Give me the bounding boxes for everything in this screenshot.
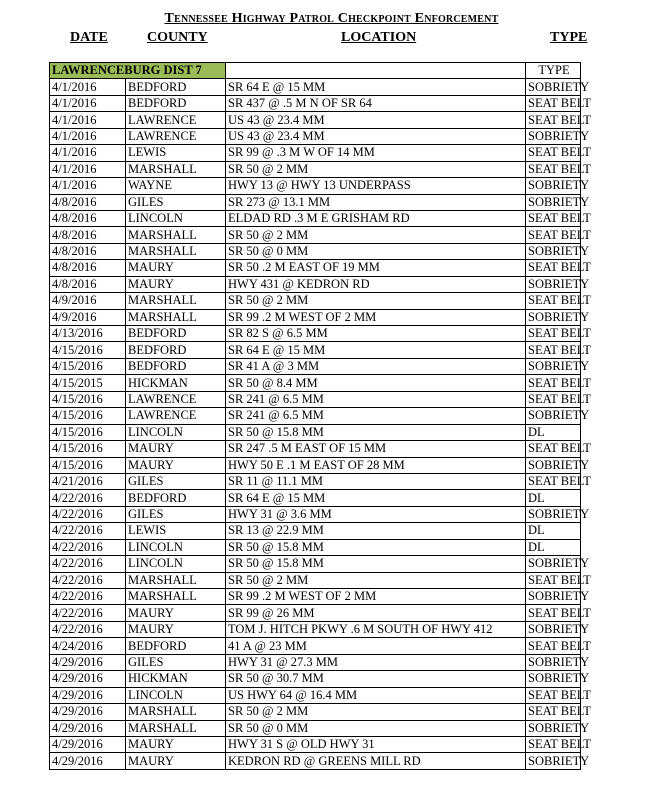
table-row [50, 736, 581, 752]
table-row [50, 178, 581, 194]
cell-location: SR 50 @ 2 MM [226, 161, 526, 177]
cell-type: SEAT BELT [526, 572, 581, 588]
cell-location: HWY 31 S @ OLD HWY 31 [226, 736, 526, 752]
cell-location: HWY 31 @ 27.3 MM [226, 654, 526, 670]
table-row [50, 671, 581, 687]
cell-date: 4/22/2016 [50, 523, 126, 539]
cell-type: SOBRIETY [526, 276, 581, 292]
cell-type: SOBRIETY [526, 671, 581, 687]
cell-type: SOBRIETY [526, 79, 581, 95]
cell-date: 4/8/2016 [50, 276, 126, 292]
cell-location: SR 241 @ 6.5 MM [226, 408, 526, 424]
cell-county: LINCOLN [126, 687, 226, 703]
cell-date: 4/1/2016 [50, 112, 126, 128]
cell-location: SR 99 @ .3 M W OF 14 MM [226, 145, 526, 161]
cell-date: 4/29/2016 [50, 704, 126, 720]
table-row [50, 243, 581, 259]
cell-date: 4/1/2016 [50, 95, 126, 111]
cell-county: HICKMAN [126, 671, 226, 687]
cell-date: 4/9/2016 [50, 309, 126, 325]
cell-county: MARSHALL [126, 309, 226, 325]
cell-county: BEDFORD [126, 358, 226, 374]
district-name: LAWRENCEBURG DIST 7 [50, 63, 226, 79]
cell-location: SR 50 @ 30.7 MM [226, 671, 526, 687]
cell-type: SEAT BELT [526, 145, 581, 161]
cell-date: 4/29/2016 [50, 753, 126, 769]
table-row [50, 342, 581, 358]
cell-location: SR 50 @ 2 MM [226, 572, 526, 588]
table-row [50, 506, 581, 522]
cell-date: 4/22/2016 [50, 556, 126, 572]
cell-date: 4/22/2016 [50, 506, 126, 522]
cell-date: 4/15/2016 [50, 457, 126, 473]
table-row [50, 194, 581, 210]
cell-county: LINCOLN [126, 424, 226, 440]
table-row [50, 490, 581, 506]
cell-type: SOBRIETY [526, 506, 581, 522]
cell-location: SR 50 @ 8.4 MM [226, 375, 526, 391]
cell-location: ELDAD RD .3 M E GRISHAM RD [226, 210, 526, 226]
cell-county: BEDFORD [126, 490, 226, 506]
cell-location: SR 50 @ 2 MM [226, 227, 526, 243]
cell-location: 41 A @ 23 MM [226, 638, 526, 654]
district-location-blank [226, 63, 526, 79]
cell-date: 4/15/2015 [50, 375, 126, 391]
cell-location: SR 64 E @ 15 MM [226, 342, 526, 358]
cell-type: DL [526, 523, 581, 539]
checkpoint-table-body [50, 63, 591, 770]
cell-type: SEAT BELT [526, 293, 581, 309]
cell-county: MARSHALL [126, 589, 226, 605]
table-row [50, 210, 581, 226]
cell-date: 4/24/2016 [50, 638, 126, 654]
cell-location: HWY 431 @ KEDRON RD [226, 276, 526, 292]
table-row [50, 539, 581, 555]
cell-county: BEDFORD [126, 95, 226, 111]
cell-date: 4/29/2016 [50, 720, 126, 736]
cell-date: 4/15/2016 [50, 342, 126, 358]
table-row [50, 326, 581, 342]
cell-county: MAURY [126, 457, 226, 473]
table-row [50, 260, 581, 276]
cell-type: SEAT BELT [526, 210, 581, 226]
cell-type: SOBRIETY [526, 178, 581, 194]
cell-county: BEDFORD [126, 79, 226, 95]
table-row [50, 556, 581, 572]
cell-type: SOBRIETY [526, 128, 581, 144]
cell-type: SEAT BELT [526, 161, 581, 177]
cell-date: 4/8/2016 [50, 260, 126, 276]
cell-location: SR 82 S @ 6.5 MM [226, 326, 526, 342]
column-header-county: COUNTY [147, 30, 208, 45]
cell-date: 4/8/2016 [50, 210, 126, 226]
cell-county: BEDFORD [126, 342, 226, 358]
cell-location: KEDRON RD @ GREENS MILL RD [226, 753, 526, 769]
table-row [50, 79, 581, 95]
checkpoint-table [49, 62, 591, 770]
cell-date: 4/8/2016 [50, 243, 126, 259]
cell-date: 4/9/2016 [50, 293, 126, 309]
cell-type: SOBRIETY [526, 194, 581, 210]
cell-type: SOBRIETY [526, 654, 581, 670]
cell-date: 4/22/2016 [50, 490, 126, 506]
cell-date: 4/29/2016 [50, 671, 126, 687]
page-title: Tennessee Highway Patrol Checkpoint Enforcement [164, 11, 499, 26]
cell-date: 4/8/2016 [50, 194, 126, 210]
cell-type: SEAT BELT [526, 473, 581, 489]
cell-location: HWY 31 @ 3.6 MM [226, 506, 526, 522]
cell-type: SOBRIETY [526, 621, 581, 637]
cell-type: SEAT BELT [526, 687, 581, 703]
table-row [50, 704, 581, 720]
cell-county: LEWIS [126, 523, 226, 539]
cell-location: US 43 @ 23.4 MM [226, 128, 526, 144]
cell-date: 4/15/2016 [50, 391, 126, 407]
cell-county: HICKMAN [126, 375, 226, 391]
cell-location: SR 437 @ .5 M N OF SR 64 [226, 95, 526, 111]
cell-county: GILES [126, 194, 226, 210]
cell-location: SR 99 .2 M WEST OF 2 MM [226, 589, 526, 605]
cell-type: DL [526, 490, 581, 506]
cell-location: HWY 13 @ HWY 13 UNDERPASS [226, 178, 526, 194]
cell-type: SOBRIETY [526, 753, 581, 769]
cell-type: SEAT BELT [526, 704, 581, 720]
cell-type: SEAT BELT [526, 112, 581, 128]
cell-county: LINCOLN [126, 210, 226, 226]
cell-type: SOBRIETY [526, 457, 581, 473]
cell-county: MARSHALL [126, 572, 226, 588]
cell-county: MAURY [126, 260, 226, 276]
cell-county: MARSHALL [126, 243, 226, 259]
cell-date: 4/22/2016 [50, 589, 126, 605]
cell-county: LEWIS [126, 145, 226, 161]
cell-county: LAWRENCE [126, 408, 226, 424]
cell-location: SR 64 E @ 15 MM [226, 490, 526, 506]
cell-county: MARSHALL [126, 293, 226, 309]
cell-type: SEAT BELT [526, 375, 581, 391]
cell-county: GILES [126, 473, 226, 489]
cell-type: SEAT BELT [526, 227, 581, 243]
table-row [50, 753, 581, 769]
cell-location: SR 50 @ 15.8 MM [226, 539, 526, 555]
cell-county: LAWRENCE [126, 112, 226, 128]
table-row [50, 638, 581, 654]
table-row [50, 621, 581, 637]
cell-location: SR 13 @ 22.9 MM [226, 523, 526, 539]
column-header-type: TYPE [550, 30, 588, 45]
cell-location: SR 11 @ 11.1 MM [226, 473, 526, 489]
cell-date: 4/22/2016 [50, 621, 126, 637]
table-row [50, 375, 581, 391]
cell-location: SR 50 @ 15.8 MM [226, 556, 526, 572]
cell-county: GILES [126, 654, 226, 670]
cell-county: LINCOLN [126, 556, 226, 572]
cell-type: DL [526, 424, 581, 440]
cell-location: SR 50 @ 0 MM [226, 243, 526, 259]
table-row [50, 424, 581, 440]
cell-county: MAURY [126, 276, 226, 292]
cell-date: 4/15/2016 [50, 441, 126, 457]
cell-county: MAURY [126, 621, 226, 637]
column-header-location: LOCATION [341, 30, 417, 45]
cell-county: MAURY [126, 605, 226, 621]
cell-county: MAURY [126, 736, 226, 752]
cell-date: 4/29/2016 [50, 687, 126, 703]
cell-county: LAWRENCE [126, 391, 226, 407]
table-row [50, 720, 581, 736]
cell-date: 4/15/2016 [50, 408, 126, 424]
cell-type: SOBRIETY [526, 243, 581, 259]
cell-date: 4/1/2016 [50, 79, 126, 95]
cell-county: MARSHALL [126, 720, 226, 736]
cell-type: SOBRIETY [526, 309, 581, 325]
table-row [50, 687, 581, 703]
cell-date: 4/13/2016 [50, 326, 126, 342]
table-row [50, 572, 581, 588]
cell-county: BEDFORD [126, 638, 226, 654]
cell-county: BEDFORD [126, 326, 226, 342]
table-row [50, 227, 581, 243]
cell-county: LINCOLN [126, 539, 226, 555]
cell-type: SEAT BELT [526, 342, 581, 358]
cell-location: US 43 @ 23.4 MM [226, 112, 526, 128]
table-row [50, 523, 581, 539]
cell-county: MARSHALL [126, 227, 226, 243]
cell-type: SEAT BELT [526, 326, 581, 342]
cell-type: SEAT BELT [526, 736, 581, 752]
cell-type: SOBRIETY [526, 556, 581, 572]
cell-county: MAURY [126, 753, 226, 769]
cell-location: SR 99 @ 26 MM [226, 605, 526, 621]
cell-type: SOBRIETY [526, 720, 581, 736]
cell-date: 4/22/2016 [50, 539, 126, 555]
cell-date: 4/8/2016 [50, 227, 126, 243]
cell-county: MARSHALL [126, 161, 226, 177]
table-row [50, 441, 581, 457]
table-row [50, 276, 581, 292]
cell-type: SOBRIETY [526, 358, 581, 374]
cell-type: SEAT BELT [526, 638, 581, 654]
cell-location: SR 50 @ 2 MM [226, 293, 526, 309]
cell-county: GILES [126, 506, 226, 522]
cell-location: SR 50 @ 0 MM [226, 720, 526, 736]
cell-date: 4/29/2016 [50, 736, 126, 752]
cell-location: US HWY 64 @ 16.4 MM [226, 687, 526, 703]
cell-county: LAWRENCE [126, 128, 226, 144]
table-row [50, 145, 581, 161]
cell-type: SEAT BELT [526, 605, 581, 621]
table-row [50, 128, 581, 144]
table-row [50, 95, 581, 111]
table-row [50, 654, 581, 670]
cell-location: HWY 50 E .1 M EAST OF 28 MM [226, 457, 526, 473]
table-row [50, 605, 581, 621]
cell-county: MAURY [126, 441, 226, 457]
cell-county: WAYNE [126, 178, 226, 194]
cell-location: SR 41 A @ 3 MM [226, 358, 526, 374]
cell-location: SR 99 .2 M WEST OF 2 MM [226, 309, 526, 325]
cell-type: SEAT BELT [526, 391, 581, 407]
cell-date: 4/21/2016 [50, 473, 126, 489]
cell-type: SEAT BELT [526, 260, 581, 276]
table-row [50, 589, 581, 605]
cell-date: 4/22/2016 [50, 605, 126, 621]
cell-date: 4/1/2016 [50, 145, 126, 161]
table-row [50, 293, 581, 309]
cell-county: MARSHALL [126, 704, 226, 720]
district-type-header: TYPE [526, 63, 581, 79]
table-row [50, 391, 581, 407]
cell-location: SR 50 @ 2 MM [226, 704, 526, 720]
cell-date: 4/1/2016 [50, 161, 126, 177]
table-row [50, 473, 581, 489]
cell-location: SR 273 @ 13.1 MM [226, 194, 526, 210]
cell-date: 4/1/2016 [50, 128, 126, 144]
cell-date: 4/22/2016 [50, 572, 126, 588]
cell-location: TOM J. HITCH PKWY .6 M SOUTH OF HWY 412 [226, 621, 526, 637]
table-row [50, 457, 581, 473]
table-row [50, 309, 581, 325]
cell-type: SOBRIETY [526, 408, 581, 424]
table-row [50, 161, 581, 177]
cell-location: SR 50 @ 15.8 MM [226, 424, 526, 440]
cell-date: 4/29/2016 [50, 654, 126, 670]
cell-type: DL [526, 539, 581, 555]
cell-location: SR 247 .5 M EAST OF 15 MM [226, 441, 526, 457]
table-row [50, 112, 581, 128]
cell-type: SEAT BELT [526, 95, 581, 111]
district-header-row [50, 63, 581, 79]
table-row [50, 358, 581, 374]
cell-location: SR 50 .2 M EAST OF 19 MM [226, 260, 526, 276]
cell-date: 4/1/2016 [50, 178, 126, 194]
column-header-date: DATE [70, 30, 108, 45]
cell-location: SR 241 @ 6.5 MM [226, 391, 526, 407]
cell-location: SR 64 E @ 15 MM [226, 79, 526, 95]
cell-type: SEAT BELT [526, 441, 581, 457]
cell-date: 4/15/2016 [50, 424, 126, 440]
cell-date: 4/15/2016 [50, 358, 126, 374]
table-row [50, 408, 581, 424]
cell-type: SOBRIETY [526, 589, 581, 605]
